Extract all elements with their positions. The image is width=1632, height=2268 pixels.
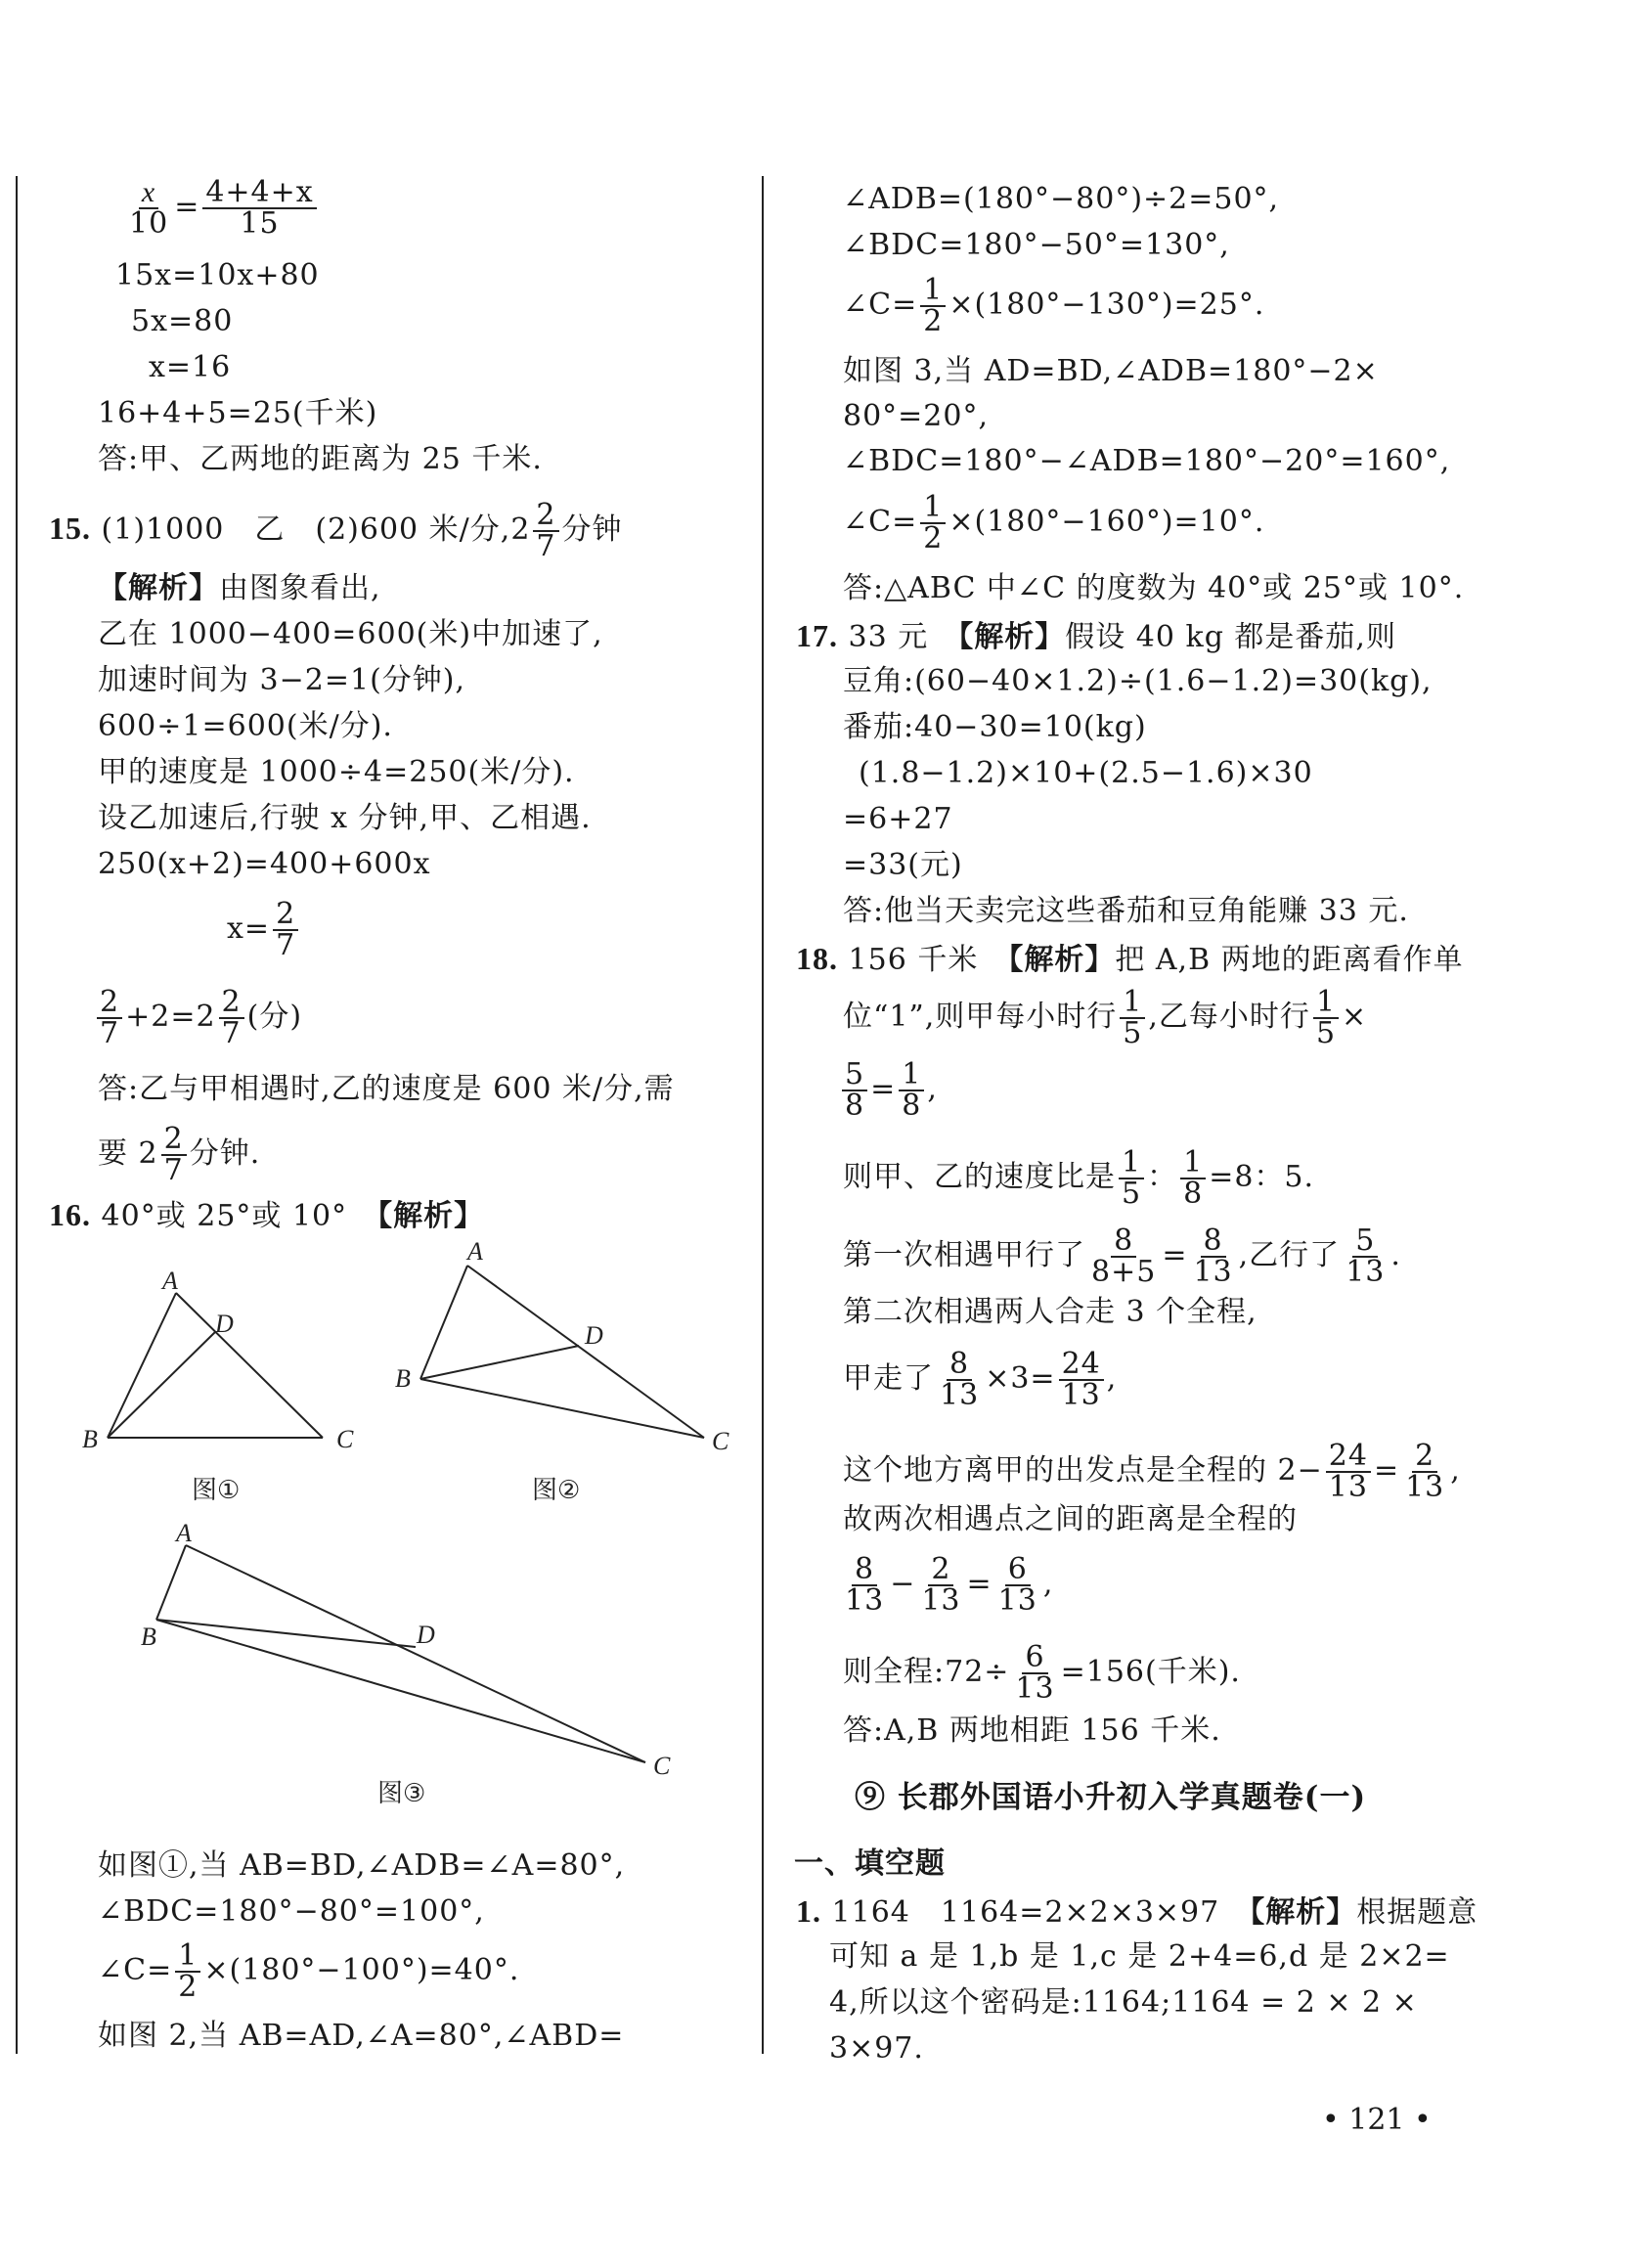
q1-line-3: 3×97.: [829, 2031, 924, 2066]
left-margin-rule: [16, 176, 18, 2054]
q17-line-3: (1.8−1.2)×10+(2.5−1.6)×30: [859, 756, 1313, 790]
q1-line-1: 可知 a 是 1,b 是 1,c 是 2+4=6,d 是 2×2=: [829, 1939, 1450, 1974]
q1-line-2: 4,所以这个密码是:1164;1164 = 2 × 2 ×: [829, 1985, 1418, 2020]
q16-line-1: 如图①,当 AB=BD,∠ADB=∠A=80°,: [98, 1848, 626, 1883]
q15-line-8: $\frac{2}{7}$ +2=2 $\frac{2}{7}$ (分): [94, 988, 302, 1048]
q17-line-1: 豆角:(60−40×1.2)÷(1.6−1.2)=30(kg),: [843, 664, 1433, 698]
q18-line-1: 位“1”,则甲每小时行 $\frac{1}{5}$ ,乙每小时行 $\frac{1}{5}$ ×: [843, 985, 1368, 1050]
q15-line-3: 600÷1=600(米/分).: [98, 709, 393, 743]
eq-line-5: 16+4+5=25(千米): [98, 396, 378, 430]
figure-2: [395, 1242, 729, 1505]
fig3-caption: 图③: [377, 1779, 426, 1808]
r-line-5: 80°=20°,: [843, 399, 990, 433]
eq-line-3: 5x=80: [131, 304, 234, 338]
r-line-1: ∠ADB=(180°−80°)÷2=50°,: [843, 182, 1280, 216]
q18-line-2: $\frac{5}{8}$ = $\frac{1}{8}$ ,: [839, 1060, 938, 1121]
q15-line-5: 设乙加速后,行驶 x 分钟,甲、乙相遇.: [98, 801, 592, 835]
q16-line-3: ∠C= $\frac{1}{2}$ ×(180°−100°)=40°.: [98, 1938, 520, 2004]
q18-line-3: 则甲、乙的速度比是 $\frac{1}{5}$ ： $\frac{1}{8}$ =8：5.: [843, 1145, 1315, 1211]
q18-line-5: 第二次相遇两人合走 3 个全程,: [843, 1295, 1257, 1329]
q15-line-6: 250(x+2)=400+600x: [98, 847, 431, 881]
eq-line-4: x=16: [149, 350, 232, 384]
q15-line-2: 加速时间为 3−2=1(分钟),: [98, 663, 466, 697]
eq-fraction-line: $\frac{x}{10}$ = $\frac{4+4+x}{15}$: [123, 178, 320, 239]
q17-line-2: 番茄:40−30=10(kg): [843, 710, 1147, 744]
q15-line-9: 答:乙与甲相遇时,乙的速度是 600 米/分,需: [98, 1072, 675, 1106]
fig3-label-a: A: [176, 1519, 192, 1547]
fig1-caption: 图①: [192, 1476, 241, 1505]
q18-line-4: 第一次相遇甲行了 $\frac{8}{8+5}$ = $\frac{8}{13}$ ,乙行了 $\frac{5}{13}$ .: [843, 1223, 1401, 1289]
figure-3: [141, 1519, 671, 1808]
r-line-4: 如图 3,当 AD=BD,∠ADB=180°−2×: [843, 354, 1379, 388]
q16-line-2: ∠BDC=180°−80°=100°,: [98, 1894, 485, 1929]
fig2-caption: 图②: [532, 1476, 581, 1505]
q18-line-8: 故两次相遇点之间的距离是全程的: [843, 1502, 1298, 1536]
q16-line-4: 如图 2,当 AB=AD,∠A=80°,∠ABD=: [98, 2019, 625, 2053]
r-line-3: ∠C= $\frac{1}{2}$ ×(180°−130°)=25°.: [843, 273, 1265, 338]
fig1-label-a: A: [162, 1267, 178, 1295]
r-line-7: ∠C= $\frac{1}{2}$ ×(180°−160°)=10°.: [843, 490, 1265, 556]
q17-line-4: =6+27: [843, 802, 953, 836]
r-line-8: 答:△ABC 中∠C 的度数为 40°或 25°或 10°.: [843, 571, 1465, 605]
fig1-label-d: D: [215, 1310, 234, 1338]
q1-answer: 1. 1164 1164=2×2×3×97 【解析】根据题意: [796, 1893, 1478, 1930]
q16-answer: 16. 40°或 25°或 10° 【解析】: [49, 1197, 485, 1233]
eq-line-2: 15x=10x+80: [115, 258, 320, 292]
fig2-label-c: C: [712, 1427, 729, 1455]
fig3-label-d: D: [417, 1621, 435, 1649]
q15-answer: 15. (1)1000 乙 (2)600 米/分,2 $\frac{2}{7}$ 分钟: [49, 498, 623, 563]
q15-line-10: 要 2 $\frac{2}{7}$ 分钟.: [98, 1122, 261, 1187]
answer-line: 答:甲、乙两地的距离为 25 千米.: [98, 442, 543, 476]
q15-analysis-head: 【解析】由图象看出,: [98, 571, 381, 605]
figure-1: [82, 1267, 354, 1505]
q18-line-7: 这个地方离甲的出发点是全程的 2− $\frac{24}{13}$ = $\frac{2}{13}$ ,: [843, 1439, 1461, 1504]
fig3-label-b: B: [141, 1623, 156, 1651]
section-title: ⑨ 长郡外国语小升初入学真题卷(一): [855, 1780, 1367, 1815]
q17-line-6: 答:他当天卖完这些番茄和豆角能赚 33 元.: [843, 894, 1409, 928]
fig2-label-b: B: [395, 1364, 411, 1393]
q15-line-7: x= $\frac{2}{7}$: [227, 900, 301, 960]
section-heading-fill-blanks: 一、填空题: [794, 1846, 946, 1881]
r-line-6: ∠BDC=180°−∠ADB=180°−20°=160°,: [843, 444, 1451, 478]
column-divider: [762, 176, 764, 2054]
q18-line-6: 甲走了 $\frac{8}{13}$ ×3= $\frac{24}{13}$ ,: [843, 1347, 1118, 1412]
q18-line-11: 答:A,B 两地相距 156 千米.: [843, 1713, 1221, 1748]
triangle-figures: [59, 1242, 743, 1809]
q15-line-4: 甲的速度是 1000÷4=250(米/分).: [98, 755, 575, 789]
fig2-label-d: D: [585, 1321, 603, 1350]
q18-answer: 18. 156 千米 【解析】把 A,B 两地的距离看作单: [796, 941, 1464, 977]
page-number: • 121 •: [1322, 2103, 1432, 2137]
fig1-label-b: B: [82, 1425, 98, 1453]
fig3-label-c: C: [653, 1752, 671, 1780]
q18-line-9: $\frac{8}{13}$ − $\frac{2}{13}$ = $\frac{6}{13}$ ,: [845, 1552, 1054, 1618]
fig2-label-a: A: [467, 1242, 483, 1266]
q18-line-10: 则全程:72÷ $\frac{6}{13}$ =156(千米).: [843, 1640, 1241, 1706]
q17-line-5: =33(元): [843, 848, 963, 882]
q15-line-1: 乙在 1000−400=600(米)中加速了,: [98, 617, 603, 651]
r-line-2: ∠BDC=180°−50°=130°,: [843, 228, 1230, 262]
q17-answer: 17. 33 元 【解析】假设 40 kg 都是番茄,则: [796, 618, 1396, 654]
fig1-label-c: C: [336, 1425, 354, 1453]
